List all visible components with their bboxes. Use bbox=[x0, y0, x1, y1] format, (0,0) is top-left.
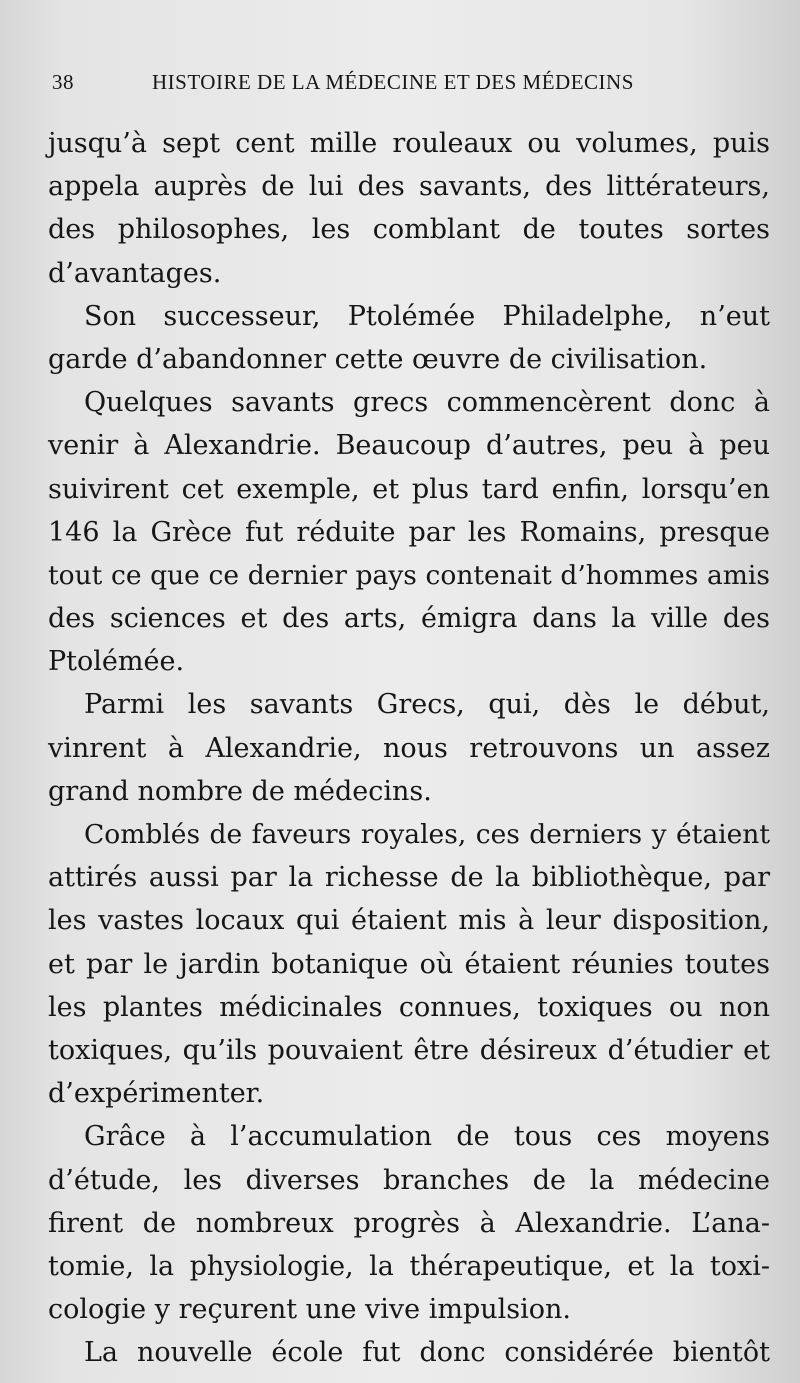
text-line: firent de nombreux progrès à Alexandrie. L’ana- bbox=[48, 1207, 770, 1239]
text-line: appela auprès de lui des savants, des littérateurs, bbox=[48, 171, 770, 203]
text-line: vinrent à Alexandrie, nous retrouvons un assez bbox=[48, 732, 770, 764]
text-line: Grâce à l’accumulation de tous ces moyens bbox=[84, 1121, 770, 1153]
running-title: HISTOIRE DE LA MÉDECINE ET DES MÉDECINS bbox=[152, 70, 634, 94]
text-line: toxiques, qu’ils pouvaient être désireux d’étudier et bbox=[48, 1034, 770, 1066]
text-line: Ptolémée. bbox=[48, 646, 185, 678]
text-line: d’expérimenter. bbox=[48, 1078, 265, 1110]
text-line: venir à Alexandrie. Beaucoup d’autres, peu à peu bbox=[48, 430, 770, 462]
text-line: des sciences et des arts, émigra dans la ville des bbox=[48, 603, 770, 635]
text-line: cologie y reçurent une vive impulsion. bbox=[48, 1294, 571, 1326]
text-line: d’étude, les diverses branches de la médecine bbox=[48, 1164, 770, 1196]
text-line: grand nombre de médecins. bbox=[48, 775, 432, 807]
text-line: 146 la Grèce fut réduite par les Romains, presque bbox=[48, 516, 770, 548]
page-number: 38 bbox=[52, 70, 74, 94]
text-line: et par le jardin botanique où étaient réunies toutes bbox=[48, 948, 770, 980]
text-line: Parmi les savants Grecs, qui, dès le début, bbox=[84, 689, 770, 721]
running-header bbox=[52, 70, 742, 100]
text-line: tomie, la physiologie, la thérapeutique, et la toxi- bbox=[48, 1250, 770, 1282]
text-line: garde d’abandonner cette œuvre de civilisation. bbox=[48, 343, 708, 375]
text-line: Quelques savants grecs commencèrent donc à bbox=[84, 387, 770, 419]
text-line: des philosophes, les comblant de toutes sortes bbox=[48, 214, 770, 246]
text-line: attirés aussi par la richesse de la bibliothèque, par bbox=[48, 862, 770, 894]
text-line: Son successeur, Ptolémée Philadelphe, n’eut bbox=[84, 300, 770, 332]
body-text bbox=[48, 122, 770, 1374]
text-line: tout ce que ce dernier pays contenait d’hommes amis bbox=[48, 559, 770, 591]
text-line: les vastes locaux qui étaient mis à leur disposition, bbox=[48, 905, 770, 937]
text-line: d’avantages. bbox=[48, 257, 222, 289]
text-line: les plantes médicinales connues, toxiques ou non bbox=[48, 991, 770, 1023]
text-line: jusqu’à sept cent mille rouleaux ou volumes, puis bbox=[48, 128, 770, 159]
text-line: Comblés de faveurs royales, ces derniers y étaient bbox=[84, 819, 770, 850]
text-line: suivirent cet exemple, et plus tard enfin, lorsqu’en bbox=[48, 473, 770, 505]
text-line: La nouvelle école fut donc considérée bientôt bbox=[84, 1337, 770, 1369]
